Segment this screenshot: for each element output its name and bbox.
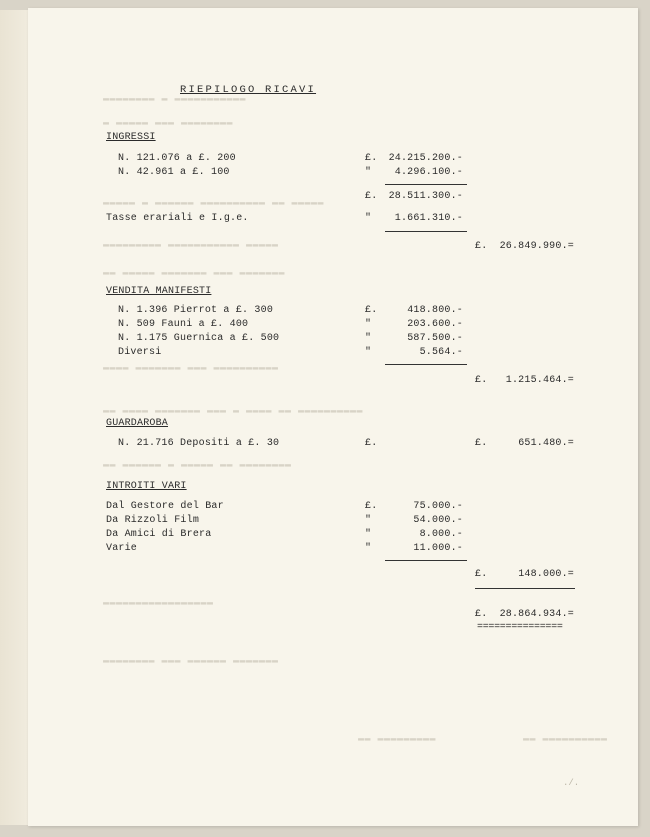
- introiti-row-currency: £.: [365, 501, 378, 512]
- vendita-row-label: N. 509 Fauni a £. 400: [118, 319, 249, 330]
- ingressi-row-label: N. 42.961 a £. 100: [118, 167, 230, 178]
- introiti-row-currency: ": [365, 529, 372, 540]
- sum-rule: [385, 364, 467, 365]
- vendita-row-currency: £.: [365, 305, 378, 316]
- sum-rule: [385, 184, 467, 185]
- grand-total-currency: £.: [475, 609, 488, 620]
- bleed-through: ▬▬ ▬▬▬▬▬ ▬▬▬▬▬▬▬ ▬▬▬ ▬▬▬▬▬▬▬: [103, 268, 286, 279]
- ingressi-row-amount: 24.215.200.-: [388, 153, 463, 164]
- introiti-row-amount: 75.000.-: [413, 501, 463, 512]
- introiti-row-amount: 8.000.-: [419, 529, 463, 540]
- section-heading-vendita: VENDITA MANIFESTI: [106, 286, 212, 297]
- bleed-through: ▬▬▬▬▬▬▬▬▬ ▬▬▬▬▬▬▬▬▬▬▬ ▬▬▬▬▬: [103, 240, 279, 251]
- grand-total-double-rule: ===============: [477, 622, 563, 633]
- ingressi-subtotal: 28.511.300.-: [388, 191, 463, 202]
- introiti-row-amount: 54.000.-: [413, 515, 463, 526]
- bleed-through: ▬▬▬▬▬▬▬▬▬▬▬▬▬▬▬▬▬: [103, 598, 214, 609]
- vendita-row-currency: ": [365, 319, 372, 330]
- grand-total: 28.864.934.=: [499, 609, 574, 620]
- introiti-row-currency: ": [365, 543, 372, 554]
- introiti-row-currency: ": [365, 515, 372, 526]
- bleed-through: ▬▬▬▬▬▬▬▬ ▬ ▬▬▬▬▬▬▬▬▬▬▬: [103, 94, 247, 105]
- sum-rule: [385, 231, 467, 232]
- bleed-through: ▬▬ ▬▬▬▬▬▬▬▬▬▬: [523, 734, 608, 745]
- introiti-row-label: Dal Gestore del Bar: [106, 501, 224, 512]
- tax-label: Tasse erariali e I.g.e.: [106, 213, 249, 224]
- sum-rule: [385, 560, 467, 561]
- vendita-row-amount: 587.500.-: [407, 333, 463, 344]
- vendita-row-amount: 5.564.-: [419, 347, 463, 358]
- section-heading-introiti: INTROITI VARI: [106, 481, 187, 492]
- section-heading-ingressi: INGRESSI: [106, 132, 156, 143]
- bleed-through: ▬▬▬▬▬ ▬ ▬▬▬▬▬▬ ▬▬▬▬▬▬▬▬▬▬ ▬▬ ▬▬▬▬▬: [103, 198, 325, 209]
- introiti-row-label: Da Rizzoli Film: [106, 515, 200, 526]
- vendita-row-label: Diversi: [118, 347, 162, 358]
- bleed-through: ▬▬ ▬▬▬▬▬▬▬▬▬: [358, 734, 437, 745]
- guardaroba-total-currency: £.: [475, 438, 488, 449]
- vendita-row-amount: 418.800.-: [407, 305, 463, 316]
- tax-amount: 1.661.310.-: [394, 213, 463, 224]
- guardaroba-currency: £.: [365, 438, 378, 449]
- bleed-through: ▬▬ ▬▬▬▬▬▬ ▬ ▬▬▬▬▬ ▬▬ ▬▬▬▬▬▬▬▬: [103, 460, 292, 471]
- ingressi-row-amount: 4.296.100.-: [394, 167, 463, 178]
- ingressi-row-currency: ": [365, 167, 372, 178]
- ingressi-row-currency: £.: [365, 153, 378, 164]
- ingressi-row-label: N. 121.076 a £. 200: [118, 153, 236, 164]
- page-mark: ./.: [563, 778, 580, 788]
- vendita-row-label: N. 1.175 Guernica a £. 500: [118, 333, 280, 344]
- ingressi-total: 26.849.990.=: [499, 241, 574, 252]
- vendita-row-label: N. 1.396 Pierrot a £. 300: [118, 305, 274, 316]
- vendita-row-currency: ": [365, 347, 372, 358]
- vendita-total: 1.215.464.=: [505, 375, 574, 386]
- introiti-total: 148.000.=: [518, 569, 574, 580]
- introiti-row-amount: 11.000.-: [413, 543, 463, 554]
- guardaroba-label: N. 21.716 Depositi a £. 30: [118, 438, 280, 449]
- adjacent-page-edge: [0, 10, 31, 825]
- ingressi-total-currency: £.: [475, 241, 488, 252]
- document-page: [28, 8, 638, 826]
- introiti-total-currency: £.: [475, 569, 488, 580]
- vendita-row-amount: 203.600.-: [407, 319, 463, 330]
- page-title: RIEPILOGO RICAVI: [180, 84, 317, 96]
- bleed-through: ▬▬▬▬ ▬▬▬▬▬▬▬ ▬▬▬ ▬▬▬▬▬▬▬▬▬▬: [103, 363, 279, 374]
- ingressi-subtotal-currency: £.: [365, 191, 378, 202]
- vendita-row-currency: ": [365, 333, 372, 344]
- vendita-total-currency: £.: [475, 375, 488, 386]
- sum-rule: [475, 588, 575, 589]
- guardaroba-total: 651.480.=: [518, 438, 574, 449]
- bleed-through: ▬ ▬▬▬▬▬ ▬▬▬ ▬▬▬▬▬▬▬▬: [103, 118, 234, 129]
- section-heading-guardaroba: GUARDAROBA: [106, 418, 169, 429]
- introiti-row-label: Da Amici di Brera: [106, 529, 212, 540]
- tax-currency: ": [365, 213, 372, 224]
- bleed-through: ▬▬ ▬▬▬▬ ▬▬▬▬▬▬▬ ▬▬▬ ▬ ▬▬▬▬ ▬▬ ▬▬▬▬▬▬▬▬▬▬: [103, 406, 364, 417]
- bleed-through: ▬▬▬▬▬▬▬▬ ▬▬▬ ▬▬▬▬▬▬ ▬▬▬▬▬▬▬: [103, 656, 279, 667]
- introiti-row-label: Varie: [106, 543, 138, 554]
